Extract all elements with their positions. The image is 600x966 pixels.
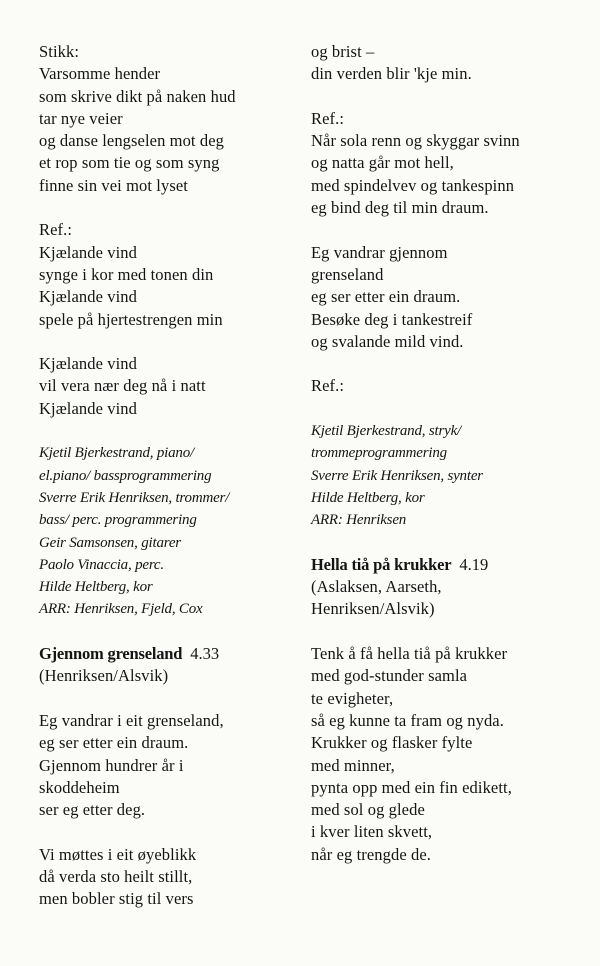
song-duration: 4.19 [459, 554, 489, 574]
lyric-line: finne sin vei mot lyset [39, 175, 188, 195]
song-authors: (Aslaksen, Aarseth, [311, 577, 442, 597]
lyric-line: og svalande mild vind. [311, 331, 464, 351]
lyric-line: Kjælande vind [39, 354, 137, 374]
stanza-gap [39, 197, 294, 219]
lyric-line: Varsomme hender [39, 64, 161, 84]
stanza-gap [311, 219, 591, 241]
stanza-gap [311, 621, 591, 643]
lyric-line: Eg vandrar i eit grenseland, [39, 710, 224, 730]
credit-line: Sverre Erik Henriksen, trommer/ [39, 489, 230, 506]
lyric-line: og brist – [311, 42, 375, 61]
credit-line: Sverre Erik Henriksen, synter [311, 467, 483, 484]
lyric-line: med sol og glede [311, 800, 425, 820]
lyric-line: så eg kunne ta fram og nyda. [311, 710, 504, 730]
lyric-line: Vi møttes i eit øyeblikk [39, 844, 197, 864]
lyric-line: med god-stunder samla [311, 666, 468, 686]
lyric-line: men bobler stig til vers [39, 889, 194, 909]
credit-line: Kjetil Bjerkestrand, piano/ [39, 445, 195, 462]
stikk-label: Stikk: [39, 42, 80, 61]
credit-line: Kjetil Bjerkestrand, stryk/ [311, 423, 461, 440]
lyric-line: Når sola renn og skyggar svinn [311, 131, 520, 151]
stanza-gap [39, 331, 294, 353]
song-title: Hella tiå på krukker [311, 554, 452, 574]
stanza-gap [39, 420, 294, 442]
lyric-line: eg ser etter ein draum. [311, 287, 461, 307]
lyric-line: Kjælande vind [39, 398, 137, 418]
stanza-gap [311, 532, 591, 554]
lyric-line: som skrive dikt på naken hud [39, 86, 236, 106]
lyric-line: vil vera nær deg nå i natt [39, 376, 206, 396]
lyric-line: eg bind deg til min draum. [311, 198, 489, 218]
right-column [311, 41, 591, 866]
lyric-line: Eg vandrar gjennom [311, 242, 448, 262]
credit-line: trommeprogrammering [311, 445, 447, 462]
lyric-line: et rop som tie og som syng [39, 153, 220, 173]
lyric-line: i kver liten skvett, [311, 822, 433, 842]
lyric-line: når eg trengde de. [311, 844, 431, 864]
credit-line: Hilde Heltberg, kor [39, 579, 153, 596]
credit-line: ARR: Henriksen, Fjeld, Cox [39, 601, 203, 618]
ref-label: Ref.: [311, 376, 345, 396]
stanza-gap [311, 353, 591, 375]
lyric-line: og danse lengselen mot deg [39, 131, 224, 151]
credit-line: el.piano/ bassprogrammering [39, 467, 212, 484]
credit-line: Hilde Heltberg, kor [311, 489, 425, 506]
credit-line: Geir Samsonsen, gitarer [39, 534, 181, 551]
credit-line: bass/ perc. programmering [39, 512, 197, 529]
song-authors: Henriksen/Alsvik) [311, 599, 435, 619]
lyric-line: og natta går mot hell, [311, 153, 454, 173]
lyric-line: Krukker og flasker fylte [311, 733, 473, 753]
song-duration: 4.33 [190, 644, 220, 664]
stanza-gap [311, 398, 591, 420]
song-title-row [311, 554, 591, 576]
lyric-line: din verden blir 'kje min. [311, 64, 472, 84]
stanza-gap [39, 688, 294, 710]
left-column [39, 41, 294, 911]
lyric-line: eg ser etter ein draum. [39, 733, 189, 753]
lyric-line: grenseland [311, 264, 384, 284]
song-title: Gjennom grenseland [39, 644, 183, 664]
lyric-line: Gjennom hundrer år i [39, 755, 184, 775]
lyric-line: synge i kor med tonen din [39, 264, 214, 284]
lyric-line: med minner, [311, 755, 395, 775]
lyric-line: spele på hjertestrengen min [39, 309, 223, 329]
lyric-line: då verda sto heilt stillt, [39, 866, 193, 886]
lyric-line: Tenk å få hella tiå på krukker [311, 644, 508, 664]
stanza-gap [39, 821, 294, 843]
lyric-line: pynta opp med ein fin edikett, [311, 777, 512, 797]
lyric-line: Besøke deg i tankestreif [311, 309, 473, 329]
credit-line: ARR: Henriksen [311, 512, 407, 529]
ref-label: Ref.: [311, 108, 345, 128]
lyric-line: med spindelvev og tankespinn [311, 175, 515, 195]
lyric-line: Kjælande vind [39, 242, 137, 262]
song-title-row [39, 643, 294, 665]
lyric-line: skoddeheim [39, 777, 120, 797]
song-authors: (Henriksen/Alsvik) [39, 666, 169, 686]
lyric-line: Kjælande vind [39, 287, 137, 307]
ref-label: Ref.: [39, 220, 73, 240]
lyric-line: tar nye veier [39, 108, 123, 128]
stanza-gap [311, 86, 591, 108]
lyric-line: ser eg etter deg. [39, 800, 146, 820]
lyric-line: te evigheter, [311, 688, 394, 708]
credit-line: Paolo Vinaccia, perc. [39, 556, 164, 573]
stanza-gap [39, 621, 294, 643]
